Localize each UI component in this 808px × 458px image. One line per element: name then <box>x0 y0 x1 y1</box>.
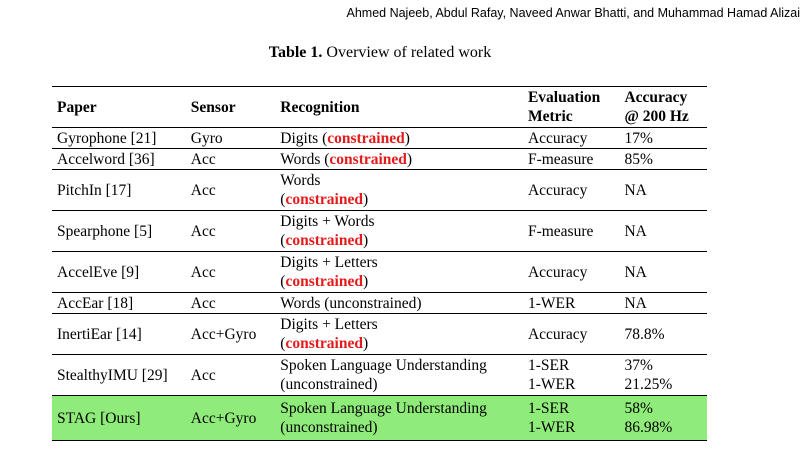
recognition-line2: (unconstrained) <box>280 419 378 436</box>
cell-sensor: Acc <box>187 211 277 252</box>
cell-sensor: Acc+Gyro <box>187 396 277 441</box>
cell-metric <box>524 355 620 396</box>
header-metric-line2: Metric <box>527 108 573 125</box>
recognition-line1: Words <box>280 172 321 189</box>
cell-metric: Accuracy <box>524 170 620 211</box>
table-row <box>52 355 707 396</box>
cell-accuracy: NA <box>620 170 707 211</box>
cell-paper: Spearphone [5] <box>52 211 187 252</box>
table-row <box>52 293 707 314</box>
cell-metric <box>524 396 620 441</box>
cell-accuracy: NA <box>620 211 707 252</box>
cell-paper: STAG [Ours] <box>52 396 187 441</box>
header-paper: Paper <box>52 87 187 128</box>
constrained-highlight: constrained <box>285 273 363 290</box>
metric-line1: 1-SER <box>527 400 570 417</box>
cell-accuracy: NA <box>620 252 707 293</box>
cell-recognition <box>276 128 524 149</box>
recognition-open: ( <box>280 273 286 290</box>
recognition-text: Digits ( <box>280 129 328 147</box>
recognition-close: ) <box>406 150 413 168</box>
recognition-line2 <box>280 334 520 353</box>
cell-paper: InertiEar [14] <box>52 314 187 355</box>
cell-accuracy: NA <box>620 293 707 314</box>
recognition-open: ( <box>280 191 286 208</box>
cell-recognition <box>276 149 524 170</box>
cell-accuracy: 78.8% <box>620 314 707 355</box>
table-row-ours <box>52 396 707 441</box>
cell-paper: Accelword [36] <box>52 149 187 170</box>
cell-metric: Accuracy <box>524 252 620 293</box>
table-row <box>52 252 707 293</box>
cell-sensor: Gyro <box>187 128 277 149</box>
recognition-open: ( <box>280 335 286 352</box>
cell-paper: Gyrophone [21] <box>52 128 187 149</box>
cell-metric: 1-WER <box>524 293 620 314</box>
related-work-table <box>52 86 707 441</box>
recognition-close: ) <box>362 232 369 249</box>
cell-paper: StealthyIMU [29] <box>52 355 187 396</box>
cell-metric: Accuracy <box>524 314 620 355</box>
cell-accuracy: 17% <box>620 128 707 149</box>
metric-line2: 1-WER <box>527 376 576 393</box>
table-caption <box>0 44 760 62</box>
cell-paper: PitchIn [17] <box>52 170 187 211</box>
header-recognition: Recognition <box>276 87 524 128</box>
recognition-close: ) <box>362 273 369 290</box>
accuracy-line2: 86.98% <box>624 419 673 436</box>
table-header-row <box>52 87 707 128</box>
recognition-line1: Spoken Language Understanding <box>280 400 487 417</box>
recognition-line2 <box>280 272 520 291</box>
table-row <box>52 170 707 211</box>
table-row <box>52 314 707 355</box>
cell-sensor: Acc <box>187 293 277 314</box>
cell-paper: AccelEve [9] <box>52 252 187 293</box>
cell-metric: Accuracy <box>524 128 620 149</box>
cell-recognition <box>276 170 524 211</box>
cell-metric: F-measure <box>524 149 620 170</box>
recognition-line2: (unconstrained) <box>280 376 378 393</box>
recognition-line2 <box>280 231 520 250</box>
cell-recognition <box>276 314 524 355</box>
header-accuracy-line1: Accuracy <box>624 89 688 106</box>
recognition-close: ) <box>362 335 369 352</box>
caption-text: Overview of related work <box>322 44 492 61</box>
accuracy-line1: 58% <box>624 400 653 417</box>
header-sensor: Sensor <box>187 87 277 128</box>
cell-sensor: Acc <box>187 252 277 293</box>
table-row <box>52 211 707 252</box>
constrained-highlight: constrained <box>329 150 407 168</box>
cell-accuracy <box>620 355 707 396</box>
metric-line2: 1-WER <box>527 419 576 436</box>
cell-recognition: Words (unconstrained) <box>276 293 524 314</box>
cell-sensor: Acc <box>187 170 277 211</box>
cell-recognition <box>276 252 524 293</box>
recognition-line1: Spoken Language Understanding <box>280 357 487 374</box>
constrained-highlight: constrained <box>285 232 363 249</box>
recognition-line1: Digits + Words <box>280 213 375 230</box>
recognition-line1: Digits + Letters <box>280 254 378 271</box>
recognition-open: ( <box>280 232 286 249</box>
cell-recognition <box>276 396 524 441</box>
running-head-authors: Ahmed Najeeb, Abdul Rafay, Naveed Anwar Bhatti, and Muhammad Hamad Alizai <box>346 6 800 20</box>
constrained-highlight: constrained <box>285 191 363 208</box>
recognition-line2 <box>280 190 520 209</box>
recognition-close: ) <box>404 129 410 147</box>
cell-recognition <box>276 355 524 396</box>
cell-accuracy <box>620 396 707 441</box>
caption-label: Table 1. <box>268 44 323 61</box>
recognition-close: ) <box>362 191 369 208</box>
recognition-text: Words ( <box>280 150 330 168</box>
cell-sensor: Acc <box>187 355 277 396</box>
header-metric-line1: Evaluation <box>527 89 601 106</box>
table-row <box>52 149 707 170</box>
cell-metric: F-measure <box>524 211 620 252</box>
accuracy-line2: 21.25% <box>624 376 673 393</box>
recognition-line1: Digits + Letters <box>280 316 378 333</box>
metric-line1: 1-SER <box>527 357 570 374</box>
table-row <box>52 128 707 149</box>
accuracy-line1: 37% <box>624 357 653 374</box>
constrained-highlight: constrained <box>327 129 405 147</box>
header-accuracy <box>620 87 707 128</box>
header-evaluation-metric <box>524 87 620 128</box>
header-accuracy-line2: @ 200 Hz <box>624 108 689 125</box>
cell-sensor: Acc+Gyro <box>187 314 277 355</box>
cell-recognition <box>276 211 524 252</box>
constrained-highlight: constrained <box>285 335 363 352</box>
cell-sensor: Acc <box>187 149 277 170</box>
cell-accuracy: 85% <box>620 149 707 170</box>
cell-paper: AccEar [18] <box>52 293 187 314</box>
